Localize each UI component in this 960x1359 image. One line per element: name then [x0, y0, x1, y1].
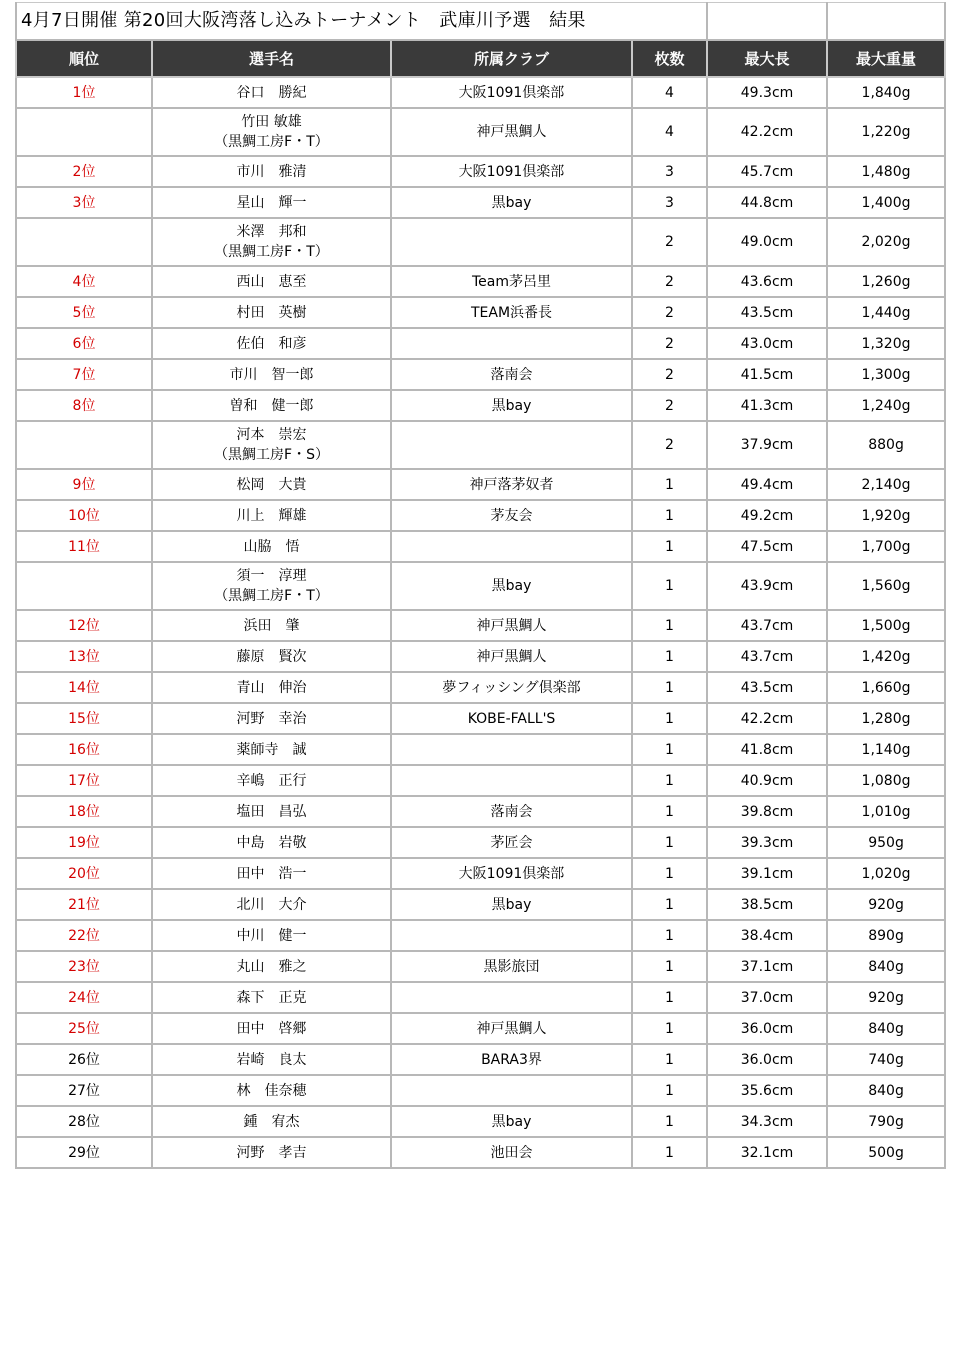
count-cell: 1	[632, 796, 707, 827]
name-cell	[152, 328, 391, 359]
count-cell: 1	[632, 827, 707, 858]
max-weight-cell: 500g	[827, 1137, 945, 1168]
max-length-cell: 39.1cm	[707, 858, 827, 889]
player-name: 森下 正克	[236, 989, 307, 1006]
rank-cell	[16, 218, 152, 266]
player-name: 山脇 悟	[243, 538, 300, 555]
table-row	[16, 703, 945, 734]
max-length-cell: 39.8cm	[707, 796, 827, 827]
header-rank: 順位	[16, 40, 152, 77]
club-cell: 池田会	[391, 1137, 632, 1168]
rank-cell: 5位	[16, 297, 152, 328]
club-cell: 黒bay	[391, 187, 632, 218]
title-empty-cell	[827, 3, 945, 41]
player-name: 中島 岩敬	[236, 834, 307, 851]
rank-cell: 23位	[16, 951, 152, 982]
club-cell: 大阪1091倶楽部	[391, 858, 632, 889]
max-weight-cell: 1,300g	[827, 359, 945, 390]
player-name: 川上 輝雄	[236, 507, 307, 524]
rank-cell: 15位	[16, 703, 152, 734]
player-name: 河本 崇宏	[236, 427, 307, 443]
count-cell: 1	[632, 469, 707, 500]
table-row	[16, 1106, 945, 1137]
results-sheet	[15, 2, 944, 1169]
count-cell: 2	[632, 390, 707, 421]
count-cell: 1	[632, 610, 707, 641]
max-length-cell: 43.7cm	[707, 641, 827, 672]
max-length-cell: 39.3cm	[707, 827, 827, 858]
rank-cell: 26位	[16, 1044, 152, 1075]
table-row	[16, 266, 945, 297]
max-weight-cell: 880g	[827, 421, 945, 469]
max-length-cell: 38.5cm	[707, 889, 827, 920]
club-cell: 神戸黒鯛人	[391, 108, 632, 156]
rank-cell: 13位	[16, 641, 152, 672]
max-length-cell: 42.2cm	[707, 108, 827, 156]
count-cell: 2	[632, 218, 707, 266]
club-cell: 神戸落茅奴者	[391, 469, 632, 500]
count-cell: 1	[632, 858, 707, 889]
max-length-cell: 36.0cm	[707, 1044, 827, 1075]
max-weight-cell: 1,140g	[827, 734, 945, 765]
max-length-cell: 43.5cm	[707, 672, 827, 703]
name-cell	[152, 982, 391, 1013]
table-row	[16, 672, 945, 703]
count-cell: 1	[632, 920, 707, 951]
club-cell: KOBE-FALL'S	[391, 703, 632, 734]
rank-cell: 14位	[16, 672, 152, 703]
max-weight-cell: 740g	[827, 1044, 945, 1075]
table-row	[16, 889, 945, 920]
player-name: 田中 啓郷	[236, 1020, 307, 1037]
club-cell: 夢フィッシング倶楽部	[391, 672, 632, 703]
rank-cell	[16, 562, 152, 610]
player-name: 河野 孝吉	[236, 1144, 307, 1161]
name-cell	[152, 796, 391, 827]
club-cell: 神戸黒鯛人	[391, 610, 632, 641]
name-cell	[152, 827, 391, 858]
max-weight-cell: 2,020g	[827, 218, 945, 266]
max-weight-cell: 1,920g	[827, 500, 945, 531]
max-length-cell: 43.0cm	[707, 328, 827, 359]
table-row	[16, 469, 945, 500]
club-cell: 黒bay	[391, 889, 632, 920]
name-cell	[152, 359, 391, 390]
count-cell: 4	[632, 108, 707, 156]
table-row	[16, 77, 945, 108]
max-length-cell: 37.0cm	[707, 982, 827, 1013]
rank-cell: 19位	[16, 827, 152, 858]
table-row	[16, 531, 945, 562]
header-max-weight: 最大重量	[827, 40, 945, 77]
header-name: 選手名	[152, 40, 391, 77]
name-cell	[152, 1013, 391, 1044]
max-weight-cell: 840g	[827, 1075, 945, 1106]
count-cell: 2	[632, 421, 707, 469]
max-length-cell: 41.8cm	[707, 734, 827, 765]
club-cell	[391, 1075, 632, 1106]
player-name: 鍾 宥杰	[243, 1113, 300, 1130]
table-row	[16, 734, 945, 765]
title-empty-cell	[707, 3, 827, 41]
max-weight-cell: 1,020g	[827, 858, 945, 889]
rank-cell: 27位	[16, 1075, 152, 1106]
name-cell	[152, 187, 391, 218]
count-cell: 1	[632, 1075, 707, 1106]
club-cell: 黒bay	[391, 562, 632, 610]
max-weight-cell: 1,260g	[827, 266, 945, 297]
max-weight-cell: 1,840g	[827, 77, 945, 108]
max-length-cell: 32.1cm	[707, 1137, 827, 1168]
rank-cell: 20位	[16, 858, 152, 889]
player-name: 谷口 勝紀	[236, 84, 307, 101]
club-cell	[391, 328, 632, 359]
club-cell	[391, 765, 632, 796]
rank-cell: 9位	[16, 469, 152, 500]
max-weight-cell: 1,220g	[827, 108, 945, 156]
name-cell	[152, 951, 391, 982]
rank-cell: 28位	[16, 1106, 152, 1137]
table-row	[16, 951, 945, 982]
max-length-cell: 49.4cm	[707, 469, 827, 500]
club-cell: 大阪1091倶楽部	[391, 77, 632, 108]
name-cell	[152, 610, 391, 641]
table-row	[16, 858, 945, 889]
rank-cell: 22位	[16, 920, 152, 951]
count-cell: 2	[632, 266, 707, 297]
max-length-cell: 45.7cm	[707, 156, 827, 187]
rank-cell: 2位	[16, 156, 152, 187]
page-title: 4月7日開催 第20回大阪湾落し込みトーナメント 武庫川予選 結果	[16, 3, 707, 41]
rank-cell: 16位	[16, 734, 152, 765]
player-name: 須一 淳理	[236, 568, 307, 584]
name-cell	[152, 672, 391, 703]
rank-cell: 4位	[16, 266, 152, 297]
count-cell: 1	[632, 1106, 707, 1137]
count-cell: 1	[632, 531, 707, 562]
count-cell: 1	[632, 765, 707, 796]
count-cell: 1	[632, 703, 707, 734]
max-weight-cell: 1,240g	[827, 390, 945, 421]
table-row	[16, 562, 945, 610]
name-cell	[152, 1137, 391, 1168]
table-row	[16, 765, 945, 796]
max-length-cell: 40.9cm	[707, 765, 827, 796]
table-row	[16, 500, 945, 531]
club-cell: 落南会	[391, 796, 632, 827]
header-max-length: 最大長	[707, 40, 827, 77]
player-name: 林 佳奈穂	[236, 1082, 307, 1099]
table-row	[16, 218, 945, 266]
club-cell: 神戸黒鯛人	[391, 641, 632, 672]
player-name: 村田 英樹	[236, 304, 307, 321]
club-cell	[391, 982, 632, 1013]
count-cell: 2	[632, 297, 707, 328]
max-weight-cell: 920g	[827, 982, 945, 1013]
count-cell: 1	[632, 500, 707, 531]
table-row	[16, 390, 945, 421]
header-row	[16, 40, 945, 77]
name-cell	[152, 1044, 391, 1075]
max-length-cell: 37.1cm	[707, 951, 827, 982]
club-cell: 大阪1091倶楽部	[391, 156, 632, 187]
max-weight-cell: 1,700g	[827, 531, 945, 562]
player-name: 曽和 健一郎	[229, 397, 314, 414]
max-length-cell: 37.9cm	[707, 421, 827, 469]
max-weight-cell: 2,140g	[827, 469, 945, 500]
table-row	[16, 297, 945, 328]
max-length-cell: 44.8cm	[707, 187, 827, 218]
rank-cell: 7位	[16, 359, 152, 390]
club-cell	[391, 920, 632, 951]
name-cell	[152, 77, 391, 108]
name-cell	[152, 920, 391, 951]
count-cell: 1	[632, 1013, 707, 1044]
player-name: 佐伯 和彦	[236, 335, 307, 352]
rank-cell: 17位	[16, 765, 152, 796]
table-row	[16, 610, 945, 641]
name-cell	[152, 703, 391, 734]
count-cell: 1	[632, 951, 707, 982]
player-name: 河野 幸治	[236, 710, 307, 727]
table-row	[16, 1013, 945, 1044]
max-length-cell: 36.0cm	[707, 1013, 827, 1044]
player-affiliation: （黒鯛工房F・T）	[214, 134, 329, 150]
count-cell: 1	[632, 641, 707, 672]
club-cell	[391, 531, 632, 562]
count-cell: 1	[632, 562, 707, 610]
rank-cell: 29位	[16, 1137, 152, 1168]
club-cell: 黒影旅団	[391, 951, 632, 982]
max-weight-cell: 1,080g	[827, 765, 945, 796]
name-cell	[152, 156, 391, 187]
rank-cell: 6位	[16, 328, 152, 359]
player-name: 市川 雅清	[236, 163, 307, 180]
rank-cell: 1位	[16, 77, 152, 108]
count-cell: 4	[632, 77, 707, 108]
max-weight-cell: 1,280g	[827, 703, 945, 734]
player-name: 薬師寺 誠	[236, 741, 307, 758]
rank-cell: 11位	[16, 531, 152, 562]
max-weight-cell: 1,480g	[827, 156, 945, 187]
results-table	[15, 2, 946, 1169]
name-cell	[152, 641, 391, 672]
rank-cell: 8位	[16, 390, 152, 421]
max-weight-cell: 1,440g	[827, 297, 945, 328]
player-affiliation: （黒鯛工房F・S）	[214, 447, 329, 463]
player-name: 青山 伸治	[236, 679, 307, 696]
table-row	[16, 108, 945, 156]
max-weight-cell: 920g	[827, 889, 945, 920]
club-cell: TEAM浜番長	[391, 297, 632, 328]
name-cell	[152, 390, 391, 421]
table-row	[16, 328, 945, 359]
club-cell: Team茅呂里	[391, 266, 632, 297]
name-cell	[152, 421, 391, 469]
max-length-cell: 43.7cm	[707, 610, 827, 641]
club-cell: 神戸黒鯛人	[391, 1013, 632, 1044]
rank-cell: 21位	[16, 889, 152, 920]
player-name: 丸山 雅之	[236, 958, 307, 975]
max-length-cell: 35.6cm	[707, 1075, 827, 1106]
count-cell: 2	[632, 328, 707, 359]
max-length-cell: 43.6cm	[707, 266, 827, 297]
count-cell: 1	[632, 734, 707, 765]
count-cell: 1	[632, 1044, 707, 1075]
name-cell	[152, 218, 391, 266]
table-row	[16, 641, 945, 672]
table-row	[16, 156, 945, 187]
max-length-cell: 42.2cm	[707, 703, 827, 734]
player-name: 北川 大介	[236, 896, 307, 913]
rank-cell: 24位	[16, 982, 152, 1013]
player-name: 竹田 敏雄	[241, 114, 302, 130]
max-length-cell: 49.2cm	[707, 500, 827, 531]
club-cell	[391, 734, 632, 765]
name-cell	[152, 889, 391, 920]
max-weight-cell: 1,500g	[827, 610, 945, 641]
max-length-cell: 49.3cm	[707, 77, 827, 108]
rank-cell: 25位	[16, 1013, 152, 1044]
count-cell: 1	[632, 1137, 707, 1168]
table-row	[16, 1044, 945, 1075]
table-row	[16, 421, 945, 469]
name-cell	[152, 500, 391, 531]
name-cell	[152, 297, 391, 328]
table-row	[16, 187, 945, 218]
player-name: 西山 恵至	[236, 273, 307, 290]
max-length-cell: 47.5cm	[707, 531, 827, 562]
max-weight-cell: 840g	[827, 1013, 945, 1044]
rank-cell: 12位	[16, 610, 152, 641]
club-cell: 落南会	[391, 359, 632, 390]
player-name: 辛嶋 正行	[236, 772, 307, 789]
club-cell	[391, 218, 632, 266]
max-weight-cell: 1,320g	[827, 328, 945, 359]
max-weight-cell: 790g	[827, 1106, 945, 1137]
max-length-cell: 41.3cm	[707, 390, 827, 421]
table-row	[16, 796, 945, 827]
max-weight-cell: 890g	[827, 920, 945, 951]
player-name: 藤原 賢次	[236, 648, 307, 665]
club-cell: 茅友会	[391, 500, 632, 531]
club-cell: 黒bay	[391, 1106, 632, 1137]
table-row	[16, 359, 945, 390]
rank-cell: 3位	[16, 187, 152, 218]
player-name: 浜田 肇	[243, 617, 300, 634]
count-cell: 3	[632, 156, 707, 187]
player-name: 星山 輝一	[236, 194, 307, 211]
count-cell: 3	[632, 187, 707, 218]
table-row	[16, 827, 945, 858]
player-name: 中川 健一	[236, 927, 307, 944]
count-cell: 1	[632, 982, 707, 1013]
max-length-cell: 49.0cm	[707, 218, 827, 266]
name-cell	[152, 765, 391, 796]
club-cell: 茅匠会	[391, 827, 632, 858]
table-row	[16, 982, 945, 1013]
max-weight-cell: 1,560g	[827, 562, 945, 610]
name-cell	[152, 1075, 391, 1106]
count-cell: 1	[632, 889, 707, 920]
club-cell: BARA3界	[391, 1044, 632, 1075]
rank-cell	[16, 108, 152, 156]
player-name: 市川 智一郎	[229, 366, 314, 383]
max-weight-cell: 1,420g	[827, 641, 945, 672]
name-cell	[152, 266, 391, 297]
table-row	[16, 920, 945, 951]
max-weight-cell: 840g	[827, 951, 945, 982]
player-affiliation: （黒鯛工房F・T）	[214, 244, 329, 260]
club-cell	[391, 421, 632, 469]
player-affiliation: （黒鯛工房F・T）	[214, 588, 329, 604]
name-cell	[152, 734, 391, 765]
name-cell	[152, 469, 391, 500]
rank-cell: 10位	[16, 500, 152, 531]
name-cell	[152, 531, 391, 562]
player-name: 岩崎 良太	[236, 1051, 307, 1068]
max-length-cell: 41.5cm	[707, 359, 827, 390]
count-cell: 2	[632, 359, 707, 390]
max-weight-cell: 1,660g	[827, 672, 945, 703]
max-length-cell: 43.5cm	[707, 297, 827, 328]
name-cell	[152, 562, 391, 610]
max-length-cell: 38.4cm	[707, 920, 827, 951]
player-name: 米澤 邦和	[236, 224, 307, 240]
name-cell	[152, 1106, 391, 1137]
player-name: 田中 浩一	[236, 865, 307, 882]
table-row	[16, 1137, 945, 1168]
max-weight-cell: 1,010g	[827, 796, 945, 827]
max-length-cell: 43.9cm	[707, 562, 827, 610]
max-length-cell: 34.3cm	[707, 1106, 827, 1137]
count-cell: 1	[632, 672, 707, 703]
max-weight-cell: 1,400g	[827, 187, 945, 218]
player-name: 塩田 昌弘	[236, 803, 307, 820]
header-count: 枚数	[632, 40, 707, 77]
table-row	[16, 1075, 945, 1106]
title-row	[16, 3, 945, 41]
header-club: 所属クラブ	[391, 40, 632, 77]
max-weight-cell: 950g	[827, 827, 945, 858]
name-cell	[152, 108, 391, 156]
table-body	[16, 77, 945, 1168]
player-name: 松岡 大貴	[236, 476, 307, 493]
club-cell: 黒bay	[391, 390, 632, 421]
rank-cell: 18位	[16, 796, 152, 827]
rank-cell	[16, 421, 152, 469]
name-cell	[152, 858, 391, 889]
